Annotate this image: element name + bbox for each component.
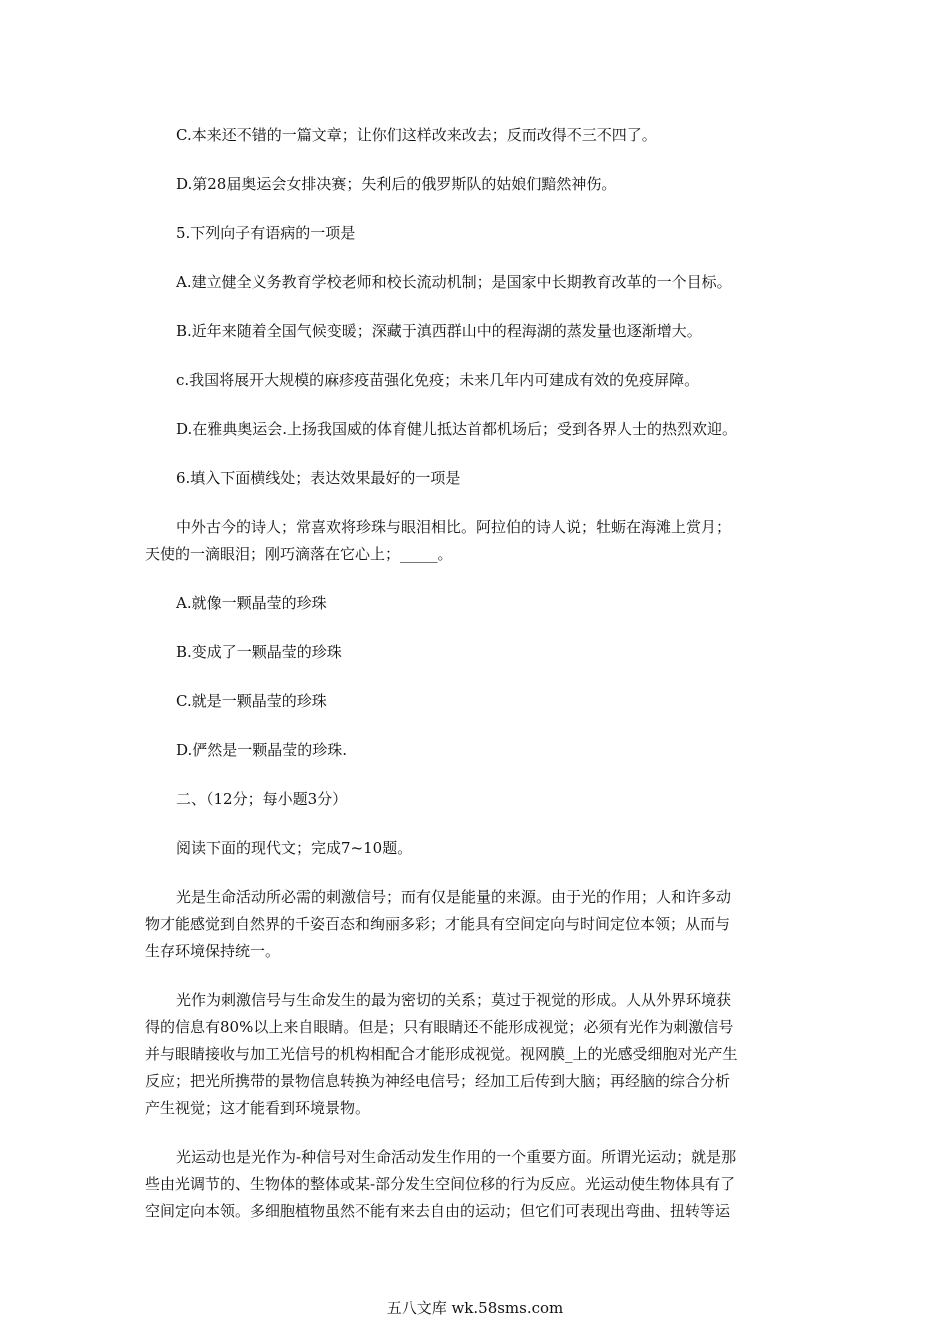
paragraph-line: 光是生命活动所必需的刺激信号；而有仅是能量的来源。由于光的作用；人和许多动 — [176, 888, 732, 906]
question-5-option-b: B.近年来随着全国气候变暖；深藏于滇西群山中的程海湖的蒸发量也逐渐增大。 — [176, 322, 702, 340]
paragraph-line: 并与眼睛接收与加工光信号的机构相配合才能形成视觉。视网膜_上的光感受细胞对光产生 — [145, 1045, 738, 1063]
paragraph-line: 些由光调节的、生物体的整体或某-部分发生空间位移的行为反应。光运动使生物体具有了 — [145, 1175, 736, 1193]
question-6-option-c: C.就是一颗晶莹的珍珠 — [176, 692, 327, 710]
paragraph-line: 光作为刺激信号与生命发生的最为密切的关系；莫过于视觉的形成。人从外界环境获 — [176, 991, 732, 1009]
question-5-stem: 5.下列向子有语病的一项是 — [176, 224, 356, 242]
question-4-option-c: C.本来还不错的一篇文章；让你们这样改来改去；反而改得不三不四了。 — [176, 126, 657, 144]
paragraph-line: 光运动也是光作为-种信号对生命活动发生作用的一个重要方面。所谓光运动；就是那 — [176, 1148, 737, 1166]
paragraph-line: 反应；把光所携带的景物信息转换为神经电信号；经加工后传到大脑；再经脑的综合分析 — [145, 1072, 731, 1090]
paragraph-line: 物才能感觉到自然界的千姿百态和绚丽多彩；才能具有空间定向与时间定位本领；从而与 — [145, 915, 731, 933]
question-6-stem: 6.填入下面横线处；表达效果最好的一项是 — [176, 469, 461, 487]
question-6-option-d: D.俨然是一颗晶莹的珍珠. — [176, 741, 348, 759]
question-6-passage — [145, 514, 810, 568]
section-2-heading: 二、（12分；每小题3分） — [176, 790, 348, 808]
paragraph-line: 空间定向本领。多细胞植物虽然不能有来去自由的运动；但它们可表现出弯曲、扭转等运 — [145, 1202, 731, 1220]
paragraph-line: 生存环境保持统一。 — [145, 942, 281, 960]
reading-paragraph-3 — [145, 1144, 810, 1225]
question-5-option-a: A.建立健全义务教育学校老师和校长流动机制；是国家中长期教育改革的一个目标。 — [176, 273, 732, 291]
reading-paragraph-1 — [145, 884, 810, 965]
question-5-option-d: D.在雅典奥运会.上扬我国威的体育健儿抵达首都机场后；受到各界人士的热烈欢迎。 — [176, 420, 738, 438]
question-6-option-a: A.就像一颗晶莹的珍珠 — [176, 594, 327, 612]
reading-instruction: 阅读下面的现代文；完成7~10题。 — [176, 839, 413, 857]
paragraph-line: 得的信息有80%以上来自眼睛。但是；只有眼睛还不能形成视觉；必须有光作为刺激信号 — [145, 1018, 734, 1036]
passage-line: 天使的一滴眼泪；刚巧滴落在它心上；_____。 — [145, 545, 453, 563]
question-4-option-d: D.第28届奥运会女排决赛；失利后的俄罗斯队的姑娘们黯然神伤。 — [176, 175, 617, 193]
page-footer-watermark: 五八文库 wk.58sms.com — [386, 1299, 564, 1317]
paragraph-line: 产生视觉；这才能看到环境景物。 — [145, 1099, 371, 1117]
passage-line: 中外古今的诗人；常喜欢将珍珠与眼泪相比。阿拉伯的诗人说；牡蛎在海滩上赏月； — [176, 518, 732, 536]
reading-paragraph-2 — [145, 987, 810, 1122]
question-5-option-c: c.我国将展开大规模的麻疹疫苗强化免疫；未来几年内可建成有效的免疫屏障。 — [176, 371, 700, 389]
question-6-option-b: B.变成了一颗晶莹的珍珠 — [176, 643, 342, 661]
document-body — [145, 122, 810, 1247]
